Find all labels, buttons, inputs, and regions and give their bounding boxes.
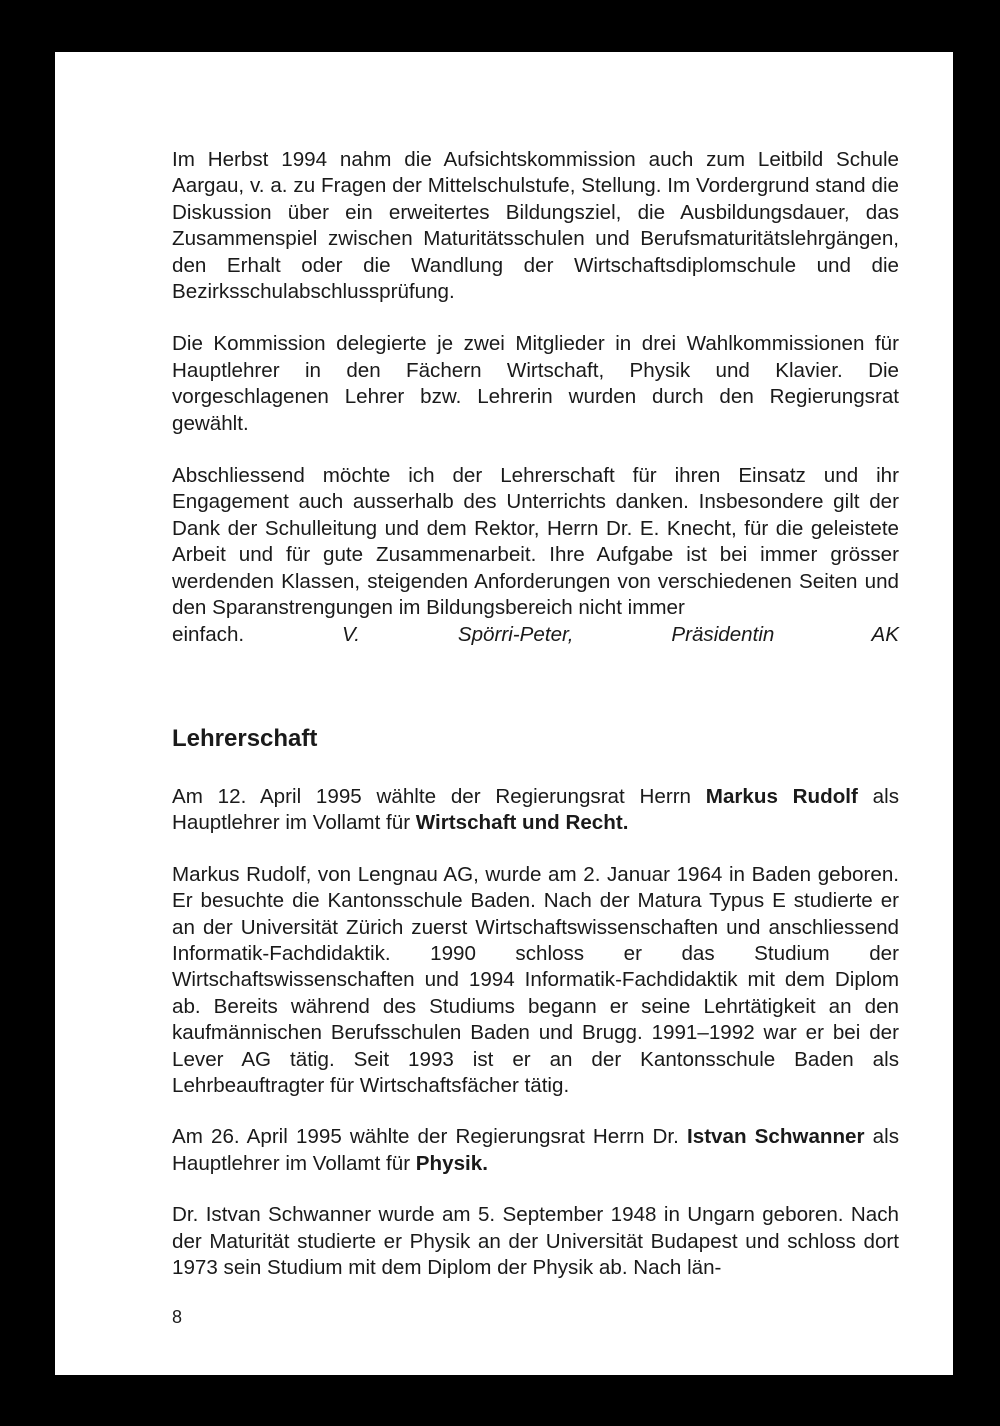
election-paragraph-2 [172,1124,899,1177]
election-1-prefix: Am 12. April 1995 wählte der Regierungsrat Herrn [172,784,706,808]
election-2-prefix: Am 26. April 1995 wählte der Regierungsrat Herrn Dr. [172,1125,688,1149]
closing-line [172,622,899,648]
signature: V. Spörri-Peter, Präsidentin AK [342,622,899,646]
paragraph-dank: Abschliessend möchte ich der Lehrerschaft für ihren Einsatz und ihr Engagement auch ausserhalb des Unterrichts danken. Insbesondere gilt der Dank der Schulleitung und dem Rektor, Herrn Dr. E. Knecht, für die geleistete Arbeit und für gute Zusammenarbeit. Ihre Aufgabe ist bei immer grösser werdenden Klassen, steigenden Anforderungen von verschiedenen Seiten und den Sparanstrengungen im Bildungsbereich nicht immer [172,464,899,620]
election-paragraph-1 [172,784,899,837]
bio-paragraph-2: Dr. Istvan Schwanner wurde am 5. September 1948 in Ungarn geboren. Nach der Maturität studierte er Physik an der Universität Budapest und schloss dort 1973 sein Studium mit dem Diplom der Physik ab. Nach län- [172,1203,899,1279]
election-1-middle: als Hauptlehrer im Vollamt für [172,784,899,835]
section-heading: Lehrerschaft [172,724,318,752]
page-content [172,147,899,1281]
election-1-name: Markus Rudolf [705,784,858,808]
document-page [55,52,953,1375]
bio-paragraph-1: Markus Rudolf, von Lengnau AG, wurde am 2. Januar 1964 in Baden geboren. Er besuchte die Kantonsschule Baden. Nach der Matura Typus E studierte er an der Universität Zürich zuerst Wirtschaftswissenschaften und anschliessend Informatik-Fachdidaktik. 1990 schloss er das Studium der Wirtschaftswissenschaften und 1994 Informatik-Fachdidaktik mit dem Diplom ab. Bereits während des Studiums begann er seine Lehrtätigkeit an den kaufmännischen Berufsschulen Baden und Brugg. 1991–1992 war er bei der Lever AG tätig. Seit 1993 ist er an der Kantonsschule Baden als Lehrbeauftragter für Wirtschaftsfächer tätig. [172,862,899,1097]
election-2-middle: als Hauptlehrer im Vollamt für [172,1125,899,1175]
election-1-subject: Wirtschaft und Recht. [415,811,629,835]
page-number: 8 [172,1307,183,1327]
paragraph-leitbild: Im Herbst 1994 nahm die Aufsichtskommission auch zum Leitbild Schule Aargau, v. a. zu Fragen der Mittelschulstufe, Stellung. Im Vordergrund stand die Diskussion über ein erweitertes Bildungsziel, die Ausbildungsdauer, das Zusammenspiel zwischen Maturitätsschulen und Berufsmaturitätslehrgängen, den Erhalt oder die Wandlung der Wirtschaftsdiplomschule und die Bezirksschulabschlussprüfung. [172,148,899,304]
election-2-name: Istvan Schwanner [687,1125,865,1149]
election-2-subject: Physik. [415,1151,488,1175]
closing-word: einfach. [172,622,245,646]
paragraph-wahlkommissionen: Die Kommission delegierte je zwei Mitglieder in drei Wahlkommissionen für Hauptlehrer in den Fächern Wirtschaft, Physik und Klavier. Die vorgeschlagenen Lehrer bzw. Lehrerin wurden durch den Regierungsrat gewählt. [172,332,899,435]
